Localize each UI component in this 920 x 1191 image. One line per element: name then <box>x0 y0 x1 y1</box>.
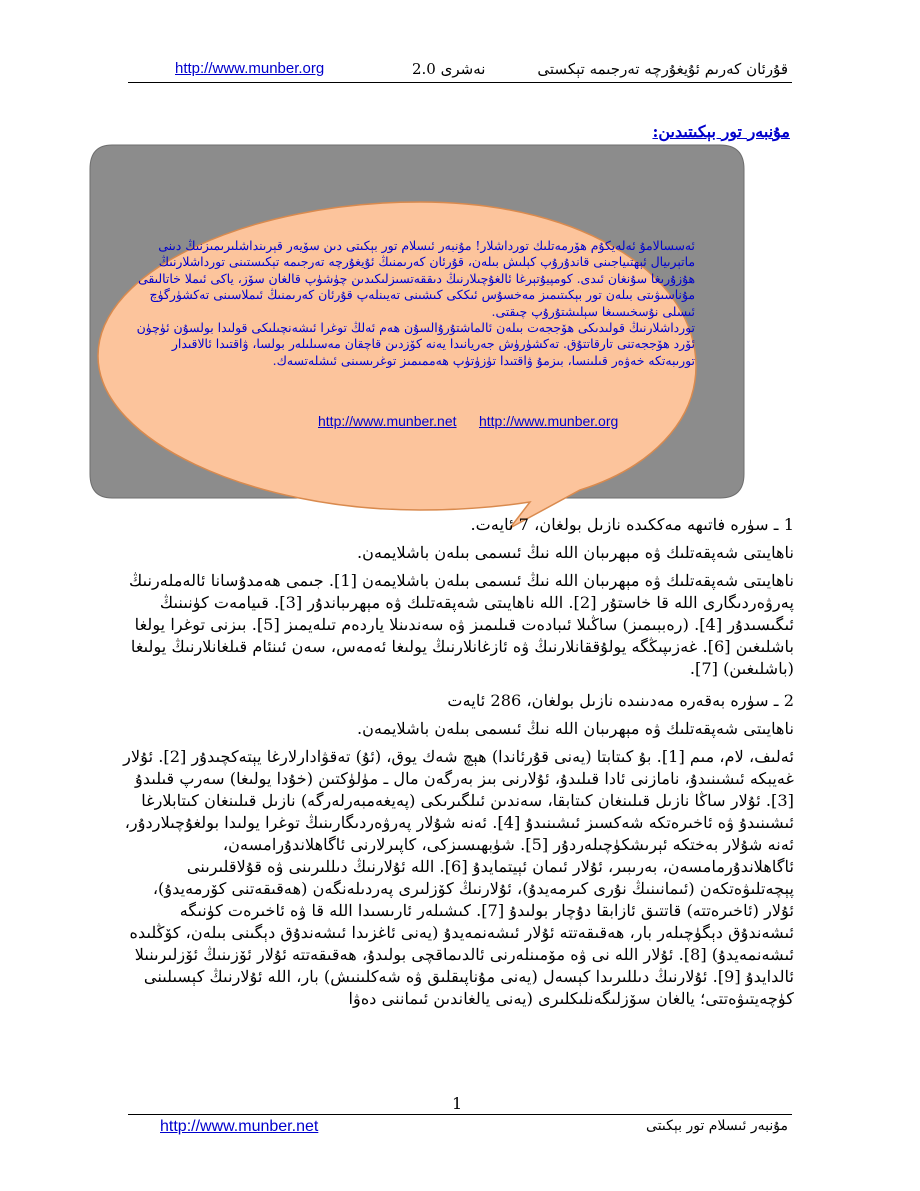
footer-site-name: مۇنبەر ئىسلام تور بېكىتى <box>646 1118 788 1134</box>
callout-text <box>130 238 695 369</box>
footer-website-link[interactable]: http://www.munber.net <box>160 1118 319 1135</box>
surah-heading: 1 ـ سۈرە فاتىھە مەككىدە نازىل بولغان، 7 ئايەت. <box>470 515 794 534</box>
header-website-link[interactable]: http://www.munber.org <box>175 60 325 77</box>
callout-link-org[interactable]: http://www.munber.org <box>478 413 619 429</box>
header-divider <box>128 82 792 83</box>
body-paragraph: ئەلىف، لام، مىم [1]. بۇ كىتابتا (يەنى قۇرئاندا) ھېچ شەك يوق، (ئۇ) تەقۋادارلارغا يېتەكچىدۇر [2]. ئۇلار غەيبكە ئىشىنىدۇ، نامازنى ئادا قىلىدۇ، ئۇلارنى بىز بەرگەن مال ـ مۈلۈكتىن (خۇدا يولىغا) سەرپ قىلىدۇ [3]. ئۇلار ساڭا نازىل قىلىنغان كىتابقا، سەندىن ئىلگىرىكى (پەيغەمبەرلەرگە) نازىل قىلىنغان كىتابلارغا ئىشىنىدۇ ۋە ئاخىرەتكە شەكسىز ئىشىنىدۇ [4]. ئەنە شۇلار پەرۋەردىگارىنىڭ توغرا يولىدا بولغۇچىلاردۇر، ئەنە شۇلار بەختكە ئېرىشكۈچىلەردۇر [5]. شۈبھىسىزكى، كاپىرلارنى ئاگاھلاندۇرامسەن، ئاگاھلاندۇرمامسەن، بەرىبىر، ئۇلار ئىمان ئېيتمايدۇ [6]. اللە ئۇلارنىڭ دىللىرىنى ۋە قۇلاقلىرىنى پېچەتلىۋەتكەن (ئىمانىنىڭ نۇرى كىرمەيدۇ)، ئۇلارنىڭ كۆزلىرى پەردىلەنگەن (ھەقىقەتنى كۆرمەيدۇ)، ئۇلار (ئاخىرەتتە) قاتتىق ئازابقا دۇچار بولىدۇ [7]. كىشىلەر ئارىسىدا اللە قا ۋە ئاخىرەت كۈنىگە ئىشەندۇق دېگۈچىلەر بار، ھەقىقەتتە ئۇلار ئىشەنمەيدۇ (يەنى ئاغزىدا ئىشەندۇق دېگىنى بىلەن، كۆڭلىدە ئىشەنمەيدۇ) [8]. ئۇلار اللە نى ۋە مۆمىنلەرنى ئالدىماقچى بولىدۇ، ھەقىقەتتە ئۇلار ئۆزىنىڭ ئۆزلىرىنىلا ئالدايدۇ [9]. ئۇلارنىڭ دىللىرىدا كېسەل (يەنى مۇناپىقلىق ۋە شەكلىنىش) بار، اللە ئۇلارنىڭ كېسىلىنى كۈچەيتىۋەتتى؛ يالغان سۆزلىگەنلىكلىرى (يەنى يالغاندىن ئىماننى دەۋا <box>123 747 794 1008</box>
callout-paragraph: تورداشلارنىڭ قولىدىكى ھۆججەت بىلەن ئالماشتۇرۇالسۇن ھەم ئەلڭ توغرا ئىشەنچىلىكى قولىدا بولسۇن ئۈچۈن ئۆرد ھۆججەتنى تارقاتتۇق. تەكشۈرۈش جەريانىدا يەنە كۆزدىن قاچقان مەسىلىلەر بولسا، ۋاقتىدا ئالاقىدار تورىبەتكە خەۋەر قىلىنسا، بىزمۇ ۋاقتىدا تۈزۈتۈپ ھەممىمىز توغرىسىنى ئىشلەتسەك. <box>136 320 695 368</box>
document-body <box>118 514 794 1020</box>
callout-link-net[interactable]: http://www.munber.net <box>318 413 457 429</box>
footer-divider <box>128 1114 792 1115</box>
surah-heading: 2 ـ سۈرە بەقەرە مەدىنىدە نازىل بولغان، 286 ئايەت <box>447 691 794 710</box>
page-number: 1 <box>452 1094 463 1113</box>
callout-paragraph: ئەسسالامۇ ئەلەيكۇم ھۆرمەتلىك تورداشلار! مۇنبەر ئىسلام تور بېكىتى دىن سۆيەر قېرىنداشلىرىمىزنىڭ دىنى ماتېرىيال ئېھتىياجىنى قاندۇرۇپ كېلىش بىلەن، قۇرئان كەرىمنىڭ ئۇيغۇرچە تەرجىمە تېكىستىنى تورداشلارنىڭ ھۇزۇرىغا سۇنغان ئىدى. كومپيۇتېرغا ئالغۇچىلارنىڭ دىققەتسىزلىكىدىن چۈشۈپ قالغان سۆز، ياكى ئىملا خاتالىقى مۇناسىۋىتى بىلەن تور بېكىتىمىز مەخسۇس ئىككى كىشىنى تەيىنلەپ قۇرئان كەرىمنىڭ ئىملاسىنى تەكشۈرگۈچ ئىسلى نۇسخىسىغا سېلىشتۇرۇپ چىقتى. <box>138 238 695 319</box>
header-document-title: قۇرئان كەرىم ئۇيغۇرچە تەرجىمە تېكستى <box>537 60 788 78</box>
basmala-line: ناھايىتى شەپقەتلىك ۋە مېھرىبان اللە نىڭ ئىسمى بىلەن باشلايمەن. <box>356 543 794 562</box>
section-heading: مۇنبەر تور بېكىتىدىن: <box>652 122 790 141</box>
body-paragraph: ناھايىتى شەپقەتلىك ۋە مېھرىبان اللە نىڭ ئىسمى بىلەن باشلايمەن [1]. جىمى ھەمدۇسانا ئالەملەرنىڭ پەرۋەردىگارى اللە قا خاستۇر [2]. اللە ناھايىتى شەپقەتلىك ۋە مېھرىباندۇر [3]. قىيامەت كۈنىنىڭ ئىگىسىدۇر [4]. (رەببىمىز) ساڭىلا ئىبادەت قىلىمىز ۋە سەندىنلا ياردەم تىلەيمىز [5]. بىزنى توغرا يولغا باشلىغىن [6]. غەزىپىڭگە يولۇققانلارنىڭ ۋە ئازغانلارنىڭ يولىغا ئەمەس، سەن ئىنئام قىلغانلارنىڭ يولىغا (باشلىغىن) [7]. <box>128 571 794 678</box>
callout-links <box>300 413 680 430</box>
header-edition-label: نەشرى 2.0 <box>412 60 486 78</box>
basmala-line: ناھايىتى شەپقەتلىك ۋە مېھرىبان اللە نىڭ ئىسمى بىلەن باشلايمەن. <box>356 719 794 738</box>
